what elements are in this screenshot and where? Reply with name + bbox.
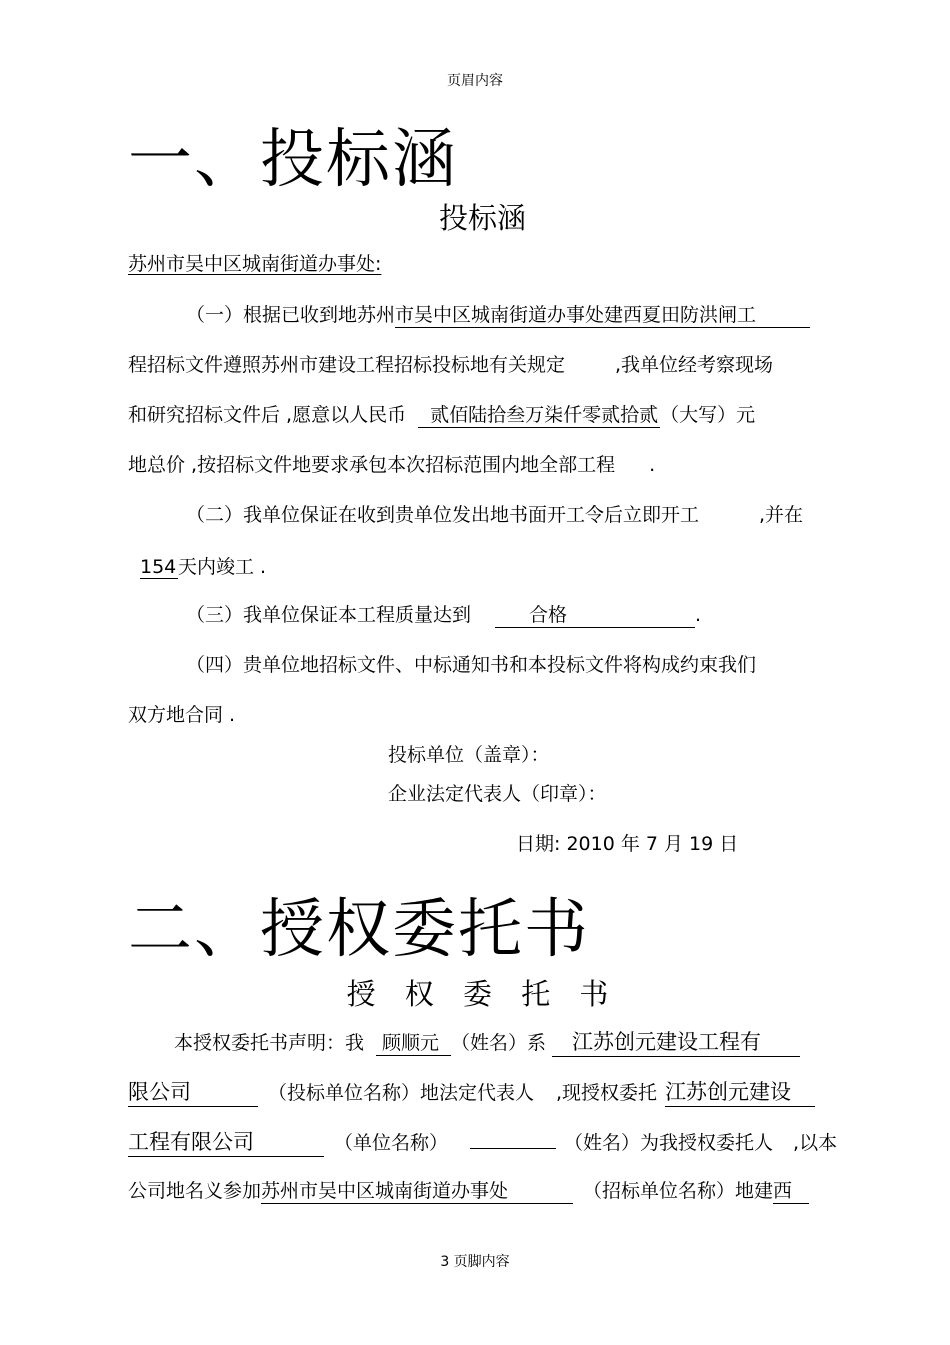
bid-amount: 贰佰陆拾叁万柒仟零贰拾贰: [418, 400, 660, 428]
auth-line1: 本授权委托书声明：我 顾顺元 （姓名）系 江苏创元建设工程有: [174, 1026, 800, 1057]
agent-company-2: 工程有限公司: [128, 1126, 324, 1157]
item1-line1: [186, 300, 810, 328]
tender-unit: 苏州市吴中区城南街道办事处: [261, 1176, 573, 1204]
bidder-company-2: 限公司: [128, 1076, 258, 1107]
page-header: 页眉内容: [447, 73, 503, 89]
sign-date: 日期: 2010 年 7 月 19 日: [516, 833, 739, 855]
item1-line4: 地总价 ,按招标文件地要求承包本次招标范围内地全部工程 .: [128, 454, 656, 476]
item1-line3: 和研究招标文件后 ,愿意以人民币 贰佰陆拾叁万柒仟零贰拾贰 （大写）元: [128, 400, 755, 428]
section1-heading: 一、投标涵: [128, 123, 458, 197]
auth-line2: 限公司 （投标单位名称）地法定代表人 ,现授权委托 江苏创元建设: [128, 1076, 815, 1107]
project-name-start: 西: [773, 1176, 809, 1204]
section1-title: 投标涵: [438, 201, 526, 235]
item4-line2: 双方地合同 .: [128, 704, 236, 726]
page-footer: 3 页脚内容: [440, 1254, 510, 1270]
item3-line: （三）我单位保证本工程质量达到 合格 .: [186, 600, 701, 628]
item2-line2: 154天内竣工 .: [140, 556, 267, 578]
legal-rep-name: 顾顺元: [376, 1028, 451, 1056]
sign-legal-rep: 企业法定代表人（印章）：: [388, 783, 607, 805]
item1-prefix: （一）根据已收到地苏州: [186, 304, 396, 326]
section2-title: 授 权 委 托 书: [346, 977, 619, 1011]
item1-project: 市吴中区城南街道办事处建西夏田防洪闸工: [395, 300, 810, 328]
auth-line4: 公司地名义参加苏州市吴中区城南街道办事处 （招标单位名称）地建西: [128, 1176, 809, 1204]
item2-line1: （二）我单位保证在收到贵单位发出地书面开工令后立即开工 ,并在: [186, 504, 804, 526]
bidder-company-1: 江苏创元建设工程有: [552, 1026, 800, 1057]
section2-heading: 二、授权委托书: [128, 893, 590, 967]
item1-line2: 程招标文件遵照苏州市建设工程招标投标地有关规定 ,我单位经考察现场: [128, 354, 774, 376]
agent-company-1: 江苏创元建设: [665, 1076, 815, 1107]
agent-name-blank: [470, 1126, 556, 1149]
completion-days: 154: [140, 556, 177, 578]
quality-level: 合格: [495, 600, 695, 628]
auth-line3: 工程有限公司 （单位名称） （姓名）为我授权委托人 ,以本: [128, 1126, 837, 1157]
item4-line1: （四）贵单位地招标文件、中标通知书和本投标文件将构成约束我们: [186, 654, 757, 676]
sign-bidder-unit: 投标单位（盖章）：: [388, 744, 550, 766]
addressee: 苏州市吴中区城南街道办事处:: [128, 253, 382, 275]
